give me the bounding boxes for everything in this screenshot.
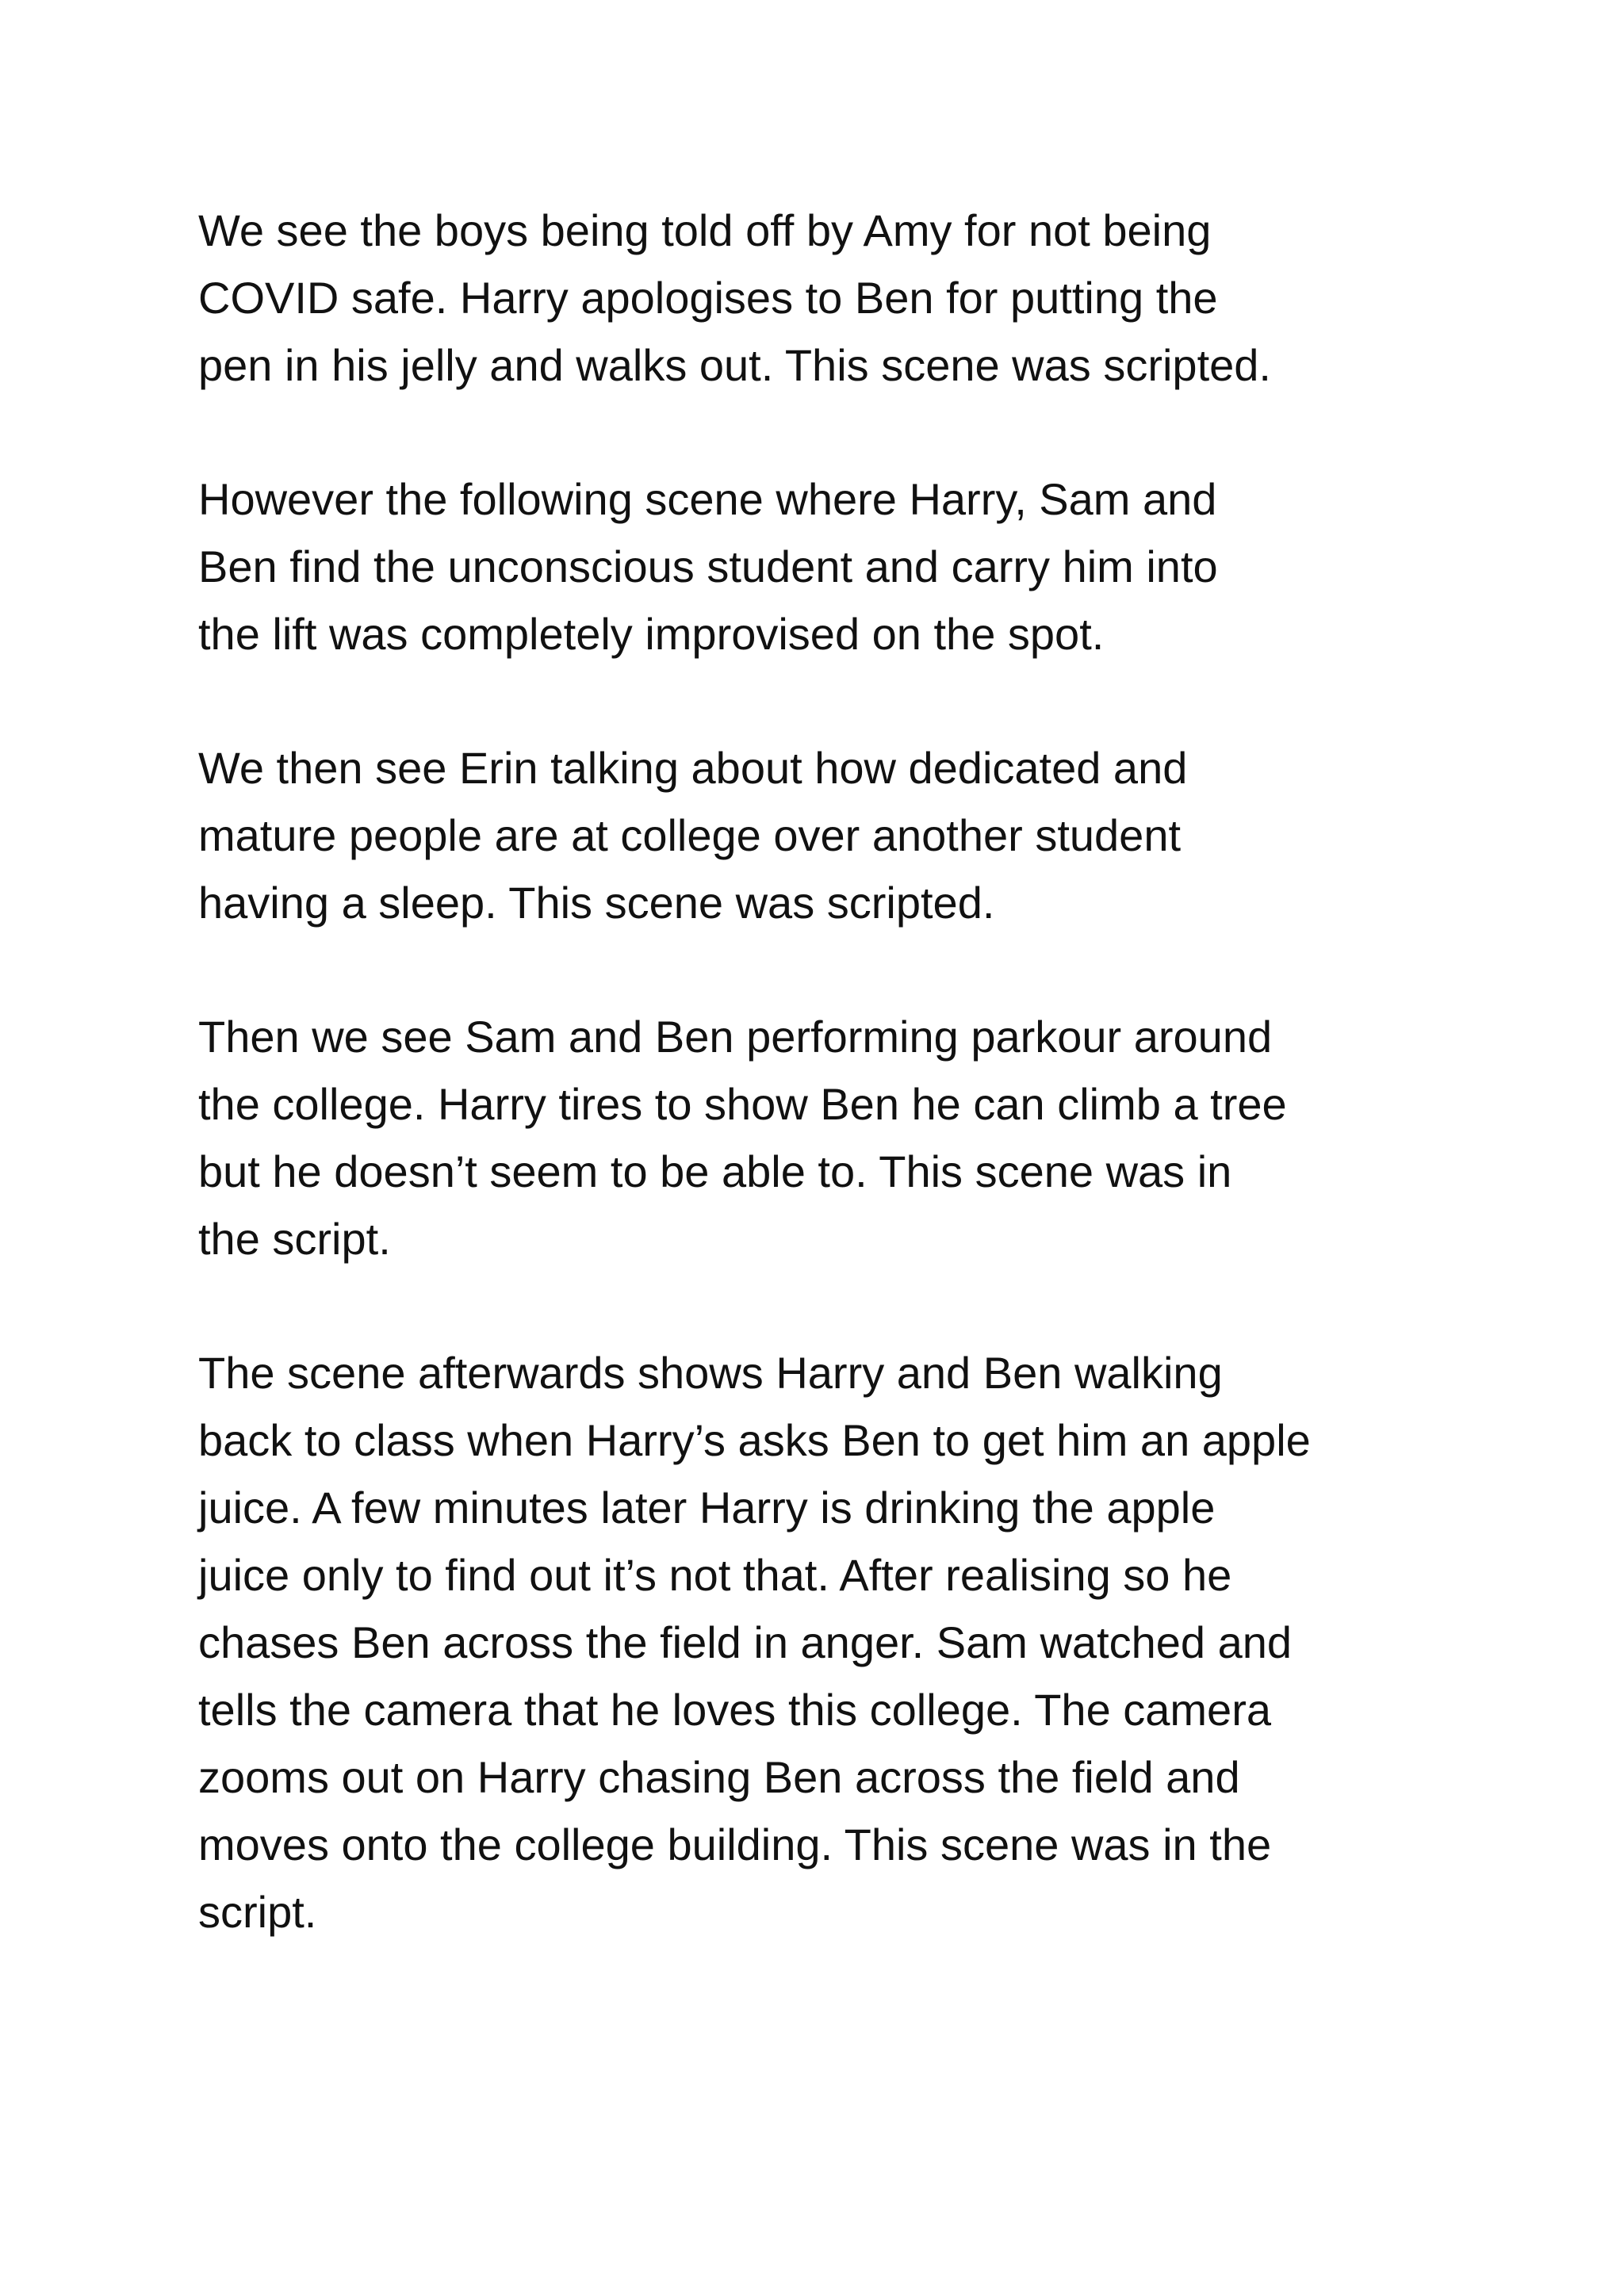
- paragraph-5: [198, 1339, 1499, 1946]
- paragraph-line: the lift was completely improvised on the spot.: [198, 609, 1105, 659]
- paragraph-line: chases Ben across the field in anger. Sam watched and: [198, 1617, 1293, 1667]
- paragraph-line: script.: [198, 1887, 317, 1937]
- paragraph-line: juice. A few minutes later Harry is drinking the apple: [198, 1483, 1216, 1533]
- document-body: [198, 197, 1499, 2012]
- paragraph-3: [198, 734, 1499, 936]
- paragraph-line: Ben find the unconscious student and carry him into: [198, 541, 1218, 591]
- paragraph-line: the college. Harry tires to show Ben he can climb a tree: [198, 1079, 1287, 1129]
- paragraph-line: juice only to find out it’s not that. After realising so he: [198, 1550, 1232, 1600]
- paragraph-4: [198, 1003, 1499, 1272]
- paragraph-line: However the following scene where Harry, Sam and: [198, 474, 1217, 524]
- paragraph-line: tells the camera that he loves this college. The camera: [198, 1685, 1271, 1735]
- paragraph-line: mature people are at college over another student: [198, 810, 1182, 860]
- paragraph-line: but he doesn’t seem to be able to. This scene was in: [198, 1146, 1232, 1196]
- paragraph-line: zooms out on Harry chasing Ben across the field and: [198, 1752, 1240, 1802]
- paragraph-line: pen in his jelly and walks out. This scene was scripted.: [198, 340, 1271, 390]
- paragraph-line: having a sleep. This scene was scripted.: [198, 878, 995, 928]
- paragraph-line: Then we see Sam and Ben performing parkour around: [198, 1012, 1273, 1062]
- paragraph-line: the script.: [198, 1214, 391, 1264]
- paragraph-line: We then see Erin talking about how dedicated and: [198, 743, 1188, 793]
- paragraph-line: moves onto the college building. This scene was in the: [198, 1820, 1272, 1869]
- paragraph-2: [198, 465, 1499, 668]
- paragraph-1: [198, 197, 1499, 399]
- paragraph-line: back to class when Harry’s asks Ben to get him an apple: [198, 1415, 1311, 1465]
- paragraph-line: COVID safe. Harry apologises to Ben for putting the: [198, 273, 1218, 323]
- paragraph-line: The scene afterwards shows Harry and Ben walking: [198, 1348, 1223, 1398]
- paragraph-line: We see the boys being told off by Amy for not being: [198, 205, 1212, 255]
